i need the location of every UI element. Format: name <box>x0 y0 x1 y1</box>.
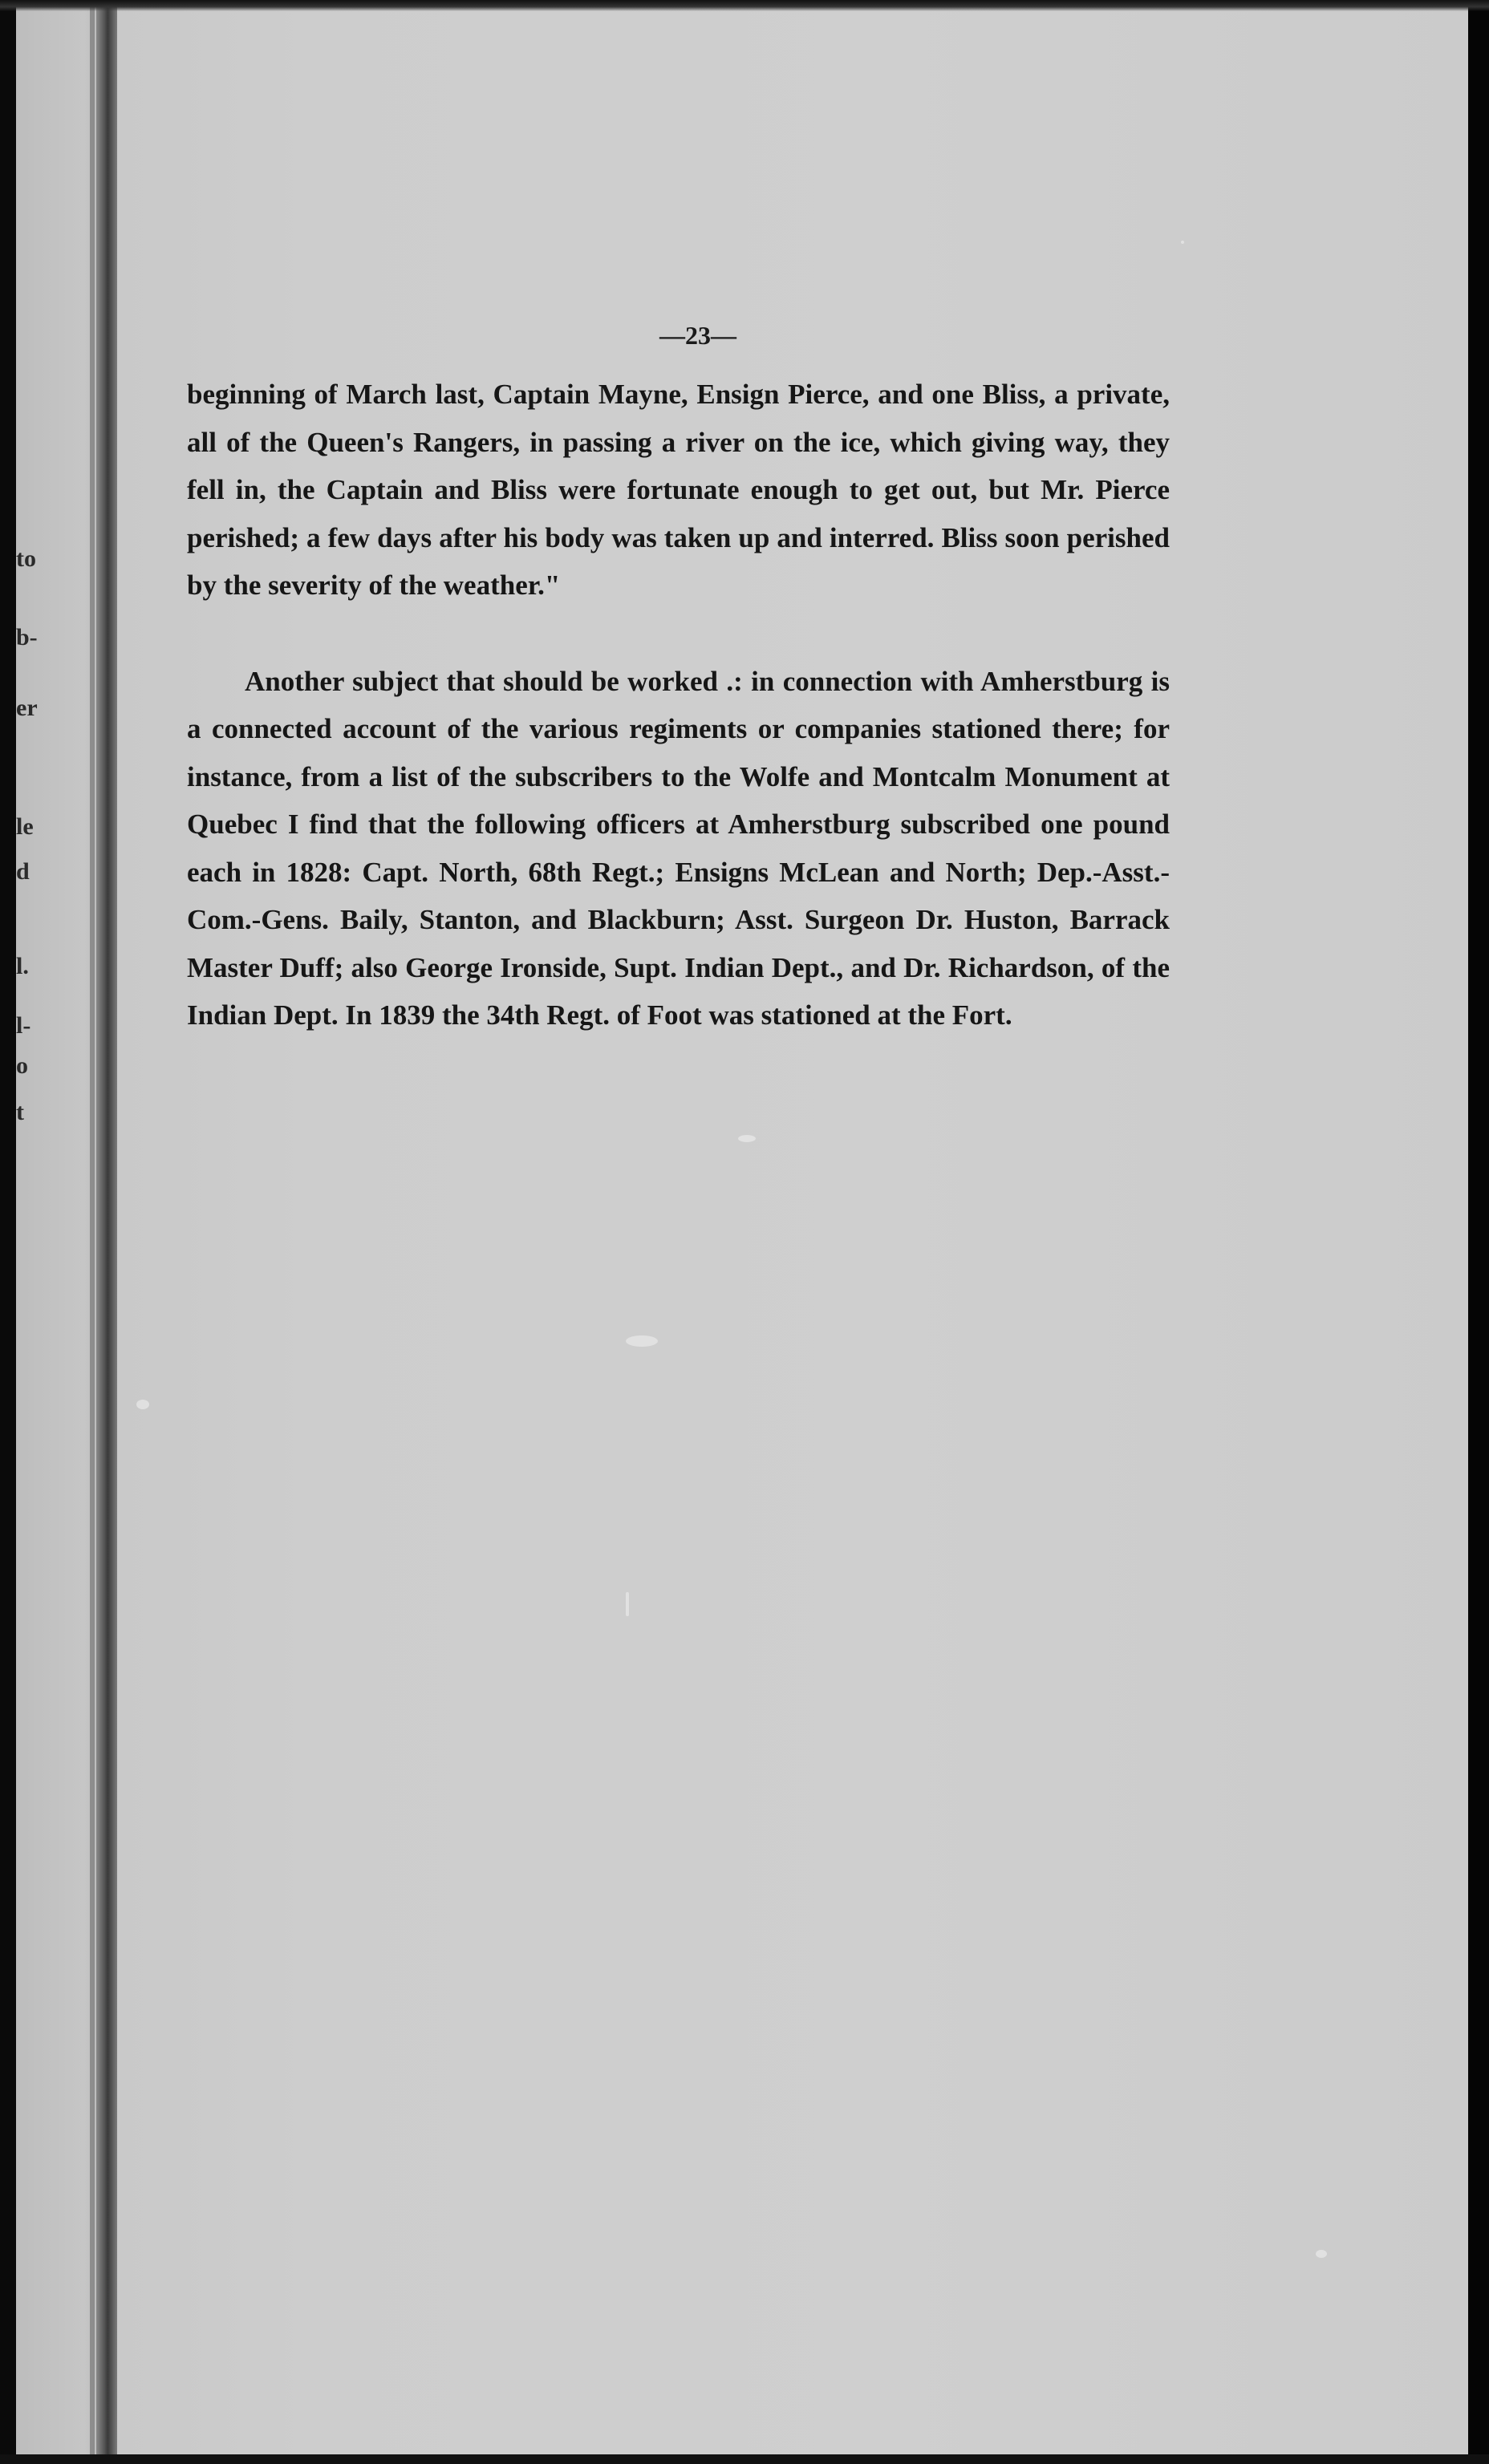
fragment-text: to <box>16 545 36 572</box>
dust-speck <box>626 1592 629 1616</box>
dust-speck <box>626 1335 658 1347</box>
fragment-text: o <box>16 1052 28 1079</box>
dust-speck <box>1181 241 1184 244</box>
dust-speck <box>738 1135 756 1142</box>
binding-fold <box>96 0 117 2454</box>
fragment-text: b- <box>16 624 38 650</box>
paragraph-continuation: beginning of March last, Captain Mayne, Ensign Pierce, and one Bliss, a private, all of the Queen's Rangers, in passing a river on the ice, which giving way, they fell in, the Captain and Bliss were fortunate enough to get out, but Mr. Pierce perished; a few days after his body was taken up and interred. Bliss soon perished by the severity of the weather." <box>187 379 1170 601</box>
fragment-text: l. <box>16 953 29 979</box>
binding-shadow <box>90 0 95 2454</box>
page-sheet <box>16 0 1470 2454</box>
paragraph-regiments: Another subject that should be worked .: in connection with Amherstburg is a connected account of the various regiments or companies stationed there; for instance, from a list of the subscribers to the Wolfe and Montcalm Monument at Quebec I find that the following officers at Amherstburg subscribed one pound each in 1828: Capt. North, 68th Regt.; Ensigns McLean and North; Dep.-Asst.-Com.-Gens. Baily, Stanton, and Blackburn; Asst. Surgeon Dr. Huston, Barrack Master Duff; also George Ironside, Supt. Indian Dept., and Dr. Richardson, of the Indian Dept. In 1839 the 34th Regt. of Foot was stationed at the Fort. <box>187 665 1170 1031</box>
fragment-text: d <box>16 858 30 885</box>
previous-page-text-fragments <box>16 0 72 1203</box>
fragment-text: er <box>16 695 38 721</box>
top-scan-border <box>0 0 1489 11</box>
fragment-text: le <box>16 813 34 840</box>
fragment-text: t <box>16 1099 24 1125</box>
dust-speck <box>136 1400 149 1409</box>
body-text <box>187 371 1170 1040</box>
dust-speck <box>1316 2250 1327 2258</box>
fragment-text: l- <box>16 1012 31 1039</box>
bottom-scan-border <box>0 2454 1489 2464</box>
right-scan-border <box>1468 0 1489 2464</box>
page-number: —23— <box>659 321 736 350</box>
